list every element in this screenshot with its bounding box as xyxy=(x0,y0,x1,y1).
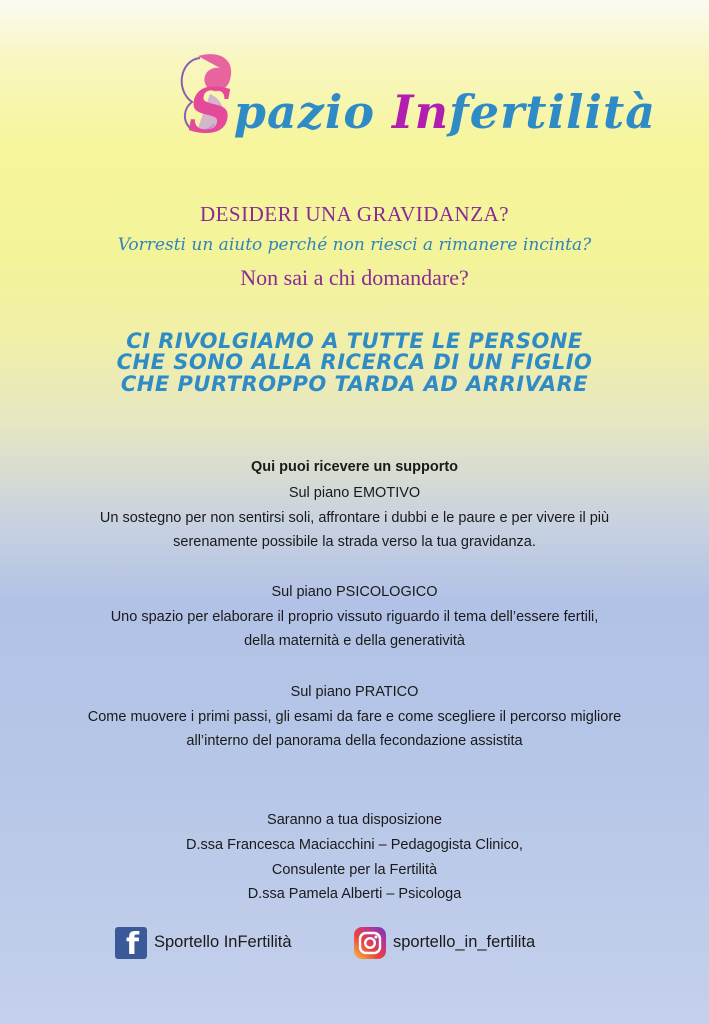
staff-line-3: D.ssa Pamela Alberti – Psicologa xyxy=(247,886,462,902)
psicologico-line-2: della maternità e della generatività xyxy=(244,633,465,649)
question-who: Non sai a chi domandare? xyxy=(240,265,469,290)
pratico-line-1: Come muovere i primi passi, gli esami da fare e come scegliere il percorso migliore xyxy=(87,709,622,725)
logo-word-in: In xyxy=(392,85,450,139)
psicologico-heading: Sul piano PSICOLOGICO xyxy=(271,584,438,600)
emotivo-line-1: Un sostegno per non sentirsi soli, affrontare i dubbi e le paure e per vivere il più xyxy=(99,510,610,526)
question-help: Vorresti un aiuto perché non riesci a rimanere incinta? xyxy=(117,235,592,255)
logo-letter-s: S xyxy=(188,74,234,147)
headline-line-3: CHE PURTROPPO TARDA AD ARRIVARE xyxy=(120,372,589,396)
emotivo-heading: Sul piano EMOTIVO xyxy=(288,485,421,501)
staff-line-1: D.ssa Francesca Maciacchini – Pedagogista Clinico, xyxy=(186,837,523,853)
staff-line-2: Consulente per la Fertilità xyxy=(271,862,438,878)
emotivo-line-2: serenamente possibile la strada verso la tua gravidanza. xyxy=(173,534,536,550)
staff-intro: Saranno a tua disposizione xyxy=(267,812,442,828)
psicologico-line-1: Uno spazio per elaborare il proprio vissuto riguardo il tema dell’essere fertili, xyxy=(110,609,599,625)
pratico-line-2: all’interno del panorama della fecondazione assistita xyxy=(186,733,523,749)
instagram-icon[interactable] xyxy=(354,927,386,959)
logo-word-spazio: pazio xyxy=(233,85,393,139)
headline-line-1: CI RIVOLGIAMO A TUTTE LE PERSONE xyxy=(126,329,583,353)
facebook-label[interactable]: Sportello InFertilità xyxy=(154,933,292,951)
instagram-label[interactable]: sportello_in_fertilita xyxy=(393,933,536,951)
pratico-heading: Sul piano PRATICO xyxy=(290,684,419,700)
headline-line-2: CHE SONO ALLA RICERCA DI UN FIGLIO xyxy=(116,350,593,374)
logo xyxy=(170,50,657,150)
support-title: Qui puoi ricevere un supporto xyxy=(250,459,459,475)
question-pregnancy: DESIDERI UNA GRAVIDANZA? xyxy=(199,202,510,226)
logo-word-fertilita: fertilità xyxy=(449,85,657,139)
facebook-icon[interactable]: f xyxy=(115,927,147,959)
logo-text xyxy=(188,74,657,147)
